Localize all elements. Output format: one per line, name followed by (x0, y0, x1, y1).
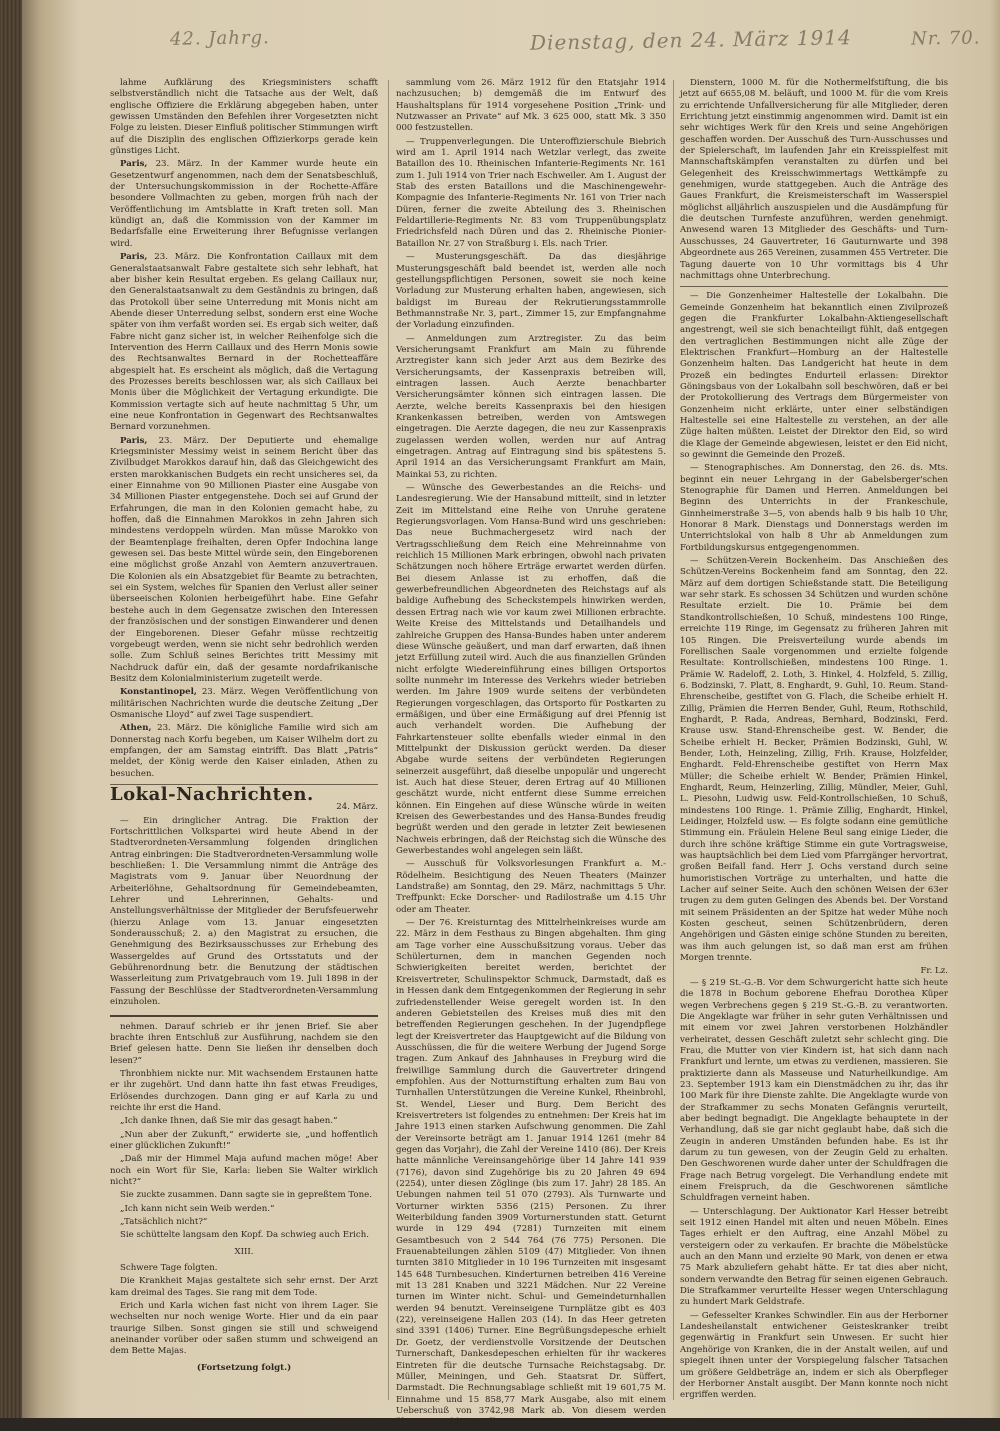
column-rule (673, 80, 674, 1400)
item-divider (680, 286, 948, 287)
local-news-item: — Ein dringlicher Antrag. Die Fraktion der Fortschrittlichen Volkspartei wird heute Abend in der Stadtverordneten-Versammlung folgenden dringlichen Antrag einbringen: Die Stadtverordneten-Versammlung wolle beschließen: 1. Die Versammlung nimmt die Anträge des Magistrats vom 9. Januar über Neuordnung der Arbeiterlöhne, Gehaltsordnung für Gemeindebeamten, Lehrer und Lehrerinnen, Gehalts- und Anstellungsverhältnisse der Mitglieder der Berufsfeuerwehr (hierzu Anlage vom 13. Januar eingesetzten Sonderausschuß; 2. a) den Magistrat zu ersuchen, die Genehmigung des Bezirksausschusses zur Erhebung des Wassergeldes auf Grund des Ortsstatuts und der Gebührenordnung betr. die Benutzung der städtischen Wasserleitung zum Privatgebrauch vom 19. Juli 1898 in der Fassung der Beschlüsse der Stadtverordneten-Versammlung einzuholen. (110, 815, 378, 1008)
serial-paragraph: Schwere Tage folgten. (120, 1263, 218, 1274)
local-news-item: — Schützen-Verein Bockenheim. Das Anschießen des Schützen-Vereins Bockenheim fand am Sonntag, den 22. März auf dem dortigen Schießstande statt. Die Beteiligung war sehr stark. Es schossen 34 Schützen und wurden schöne Resultate erzielt. Die 10. Prämie bei dem Standkontrollschießen, 10 Schuß, mindestens 100 Ringe, erreichte 119 Ringe, im Gegensatz zu früheren Jahren mit 105 Ringen. Die Preisverteilung wurde abends im Forellischen Saale vorgenommen und erzielte folgende Resultate: Kontrollschießen, mindestens 100 Ringe. 1. Prämie W. Radeloff, 2. Loth, 3. Hinkel, 4. Holzfeld, 5. Zillig, 6. Bodzinski, 7. Platt, 8. Enghardt, 9. Guhl, 10. Reum. Stand-Ehrenscheibe, gestiftet von G. Flach, die Scheibe erhielt H. Zillig, Prämien die Herren Bender, Guhl, Reum, Rothschild, Enghardt, P. Rada, Andreas, Bernhard, Bodzinski, Ferd. Krause usw. Stand-Ehrenscheibe gest. W. Bender, die Scheibe erhielt H. Becker, Prämien Bodzinski, Guhl, W. Bender, Loth, Heinzeling, Zillig, Frih. Krause, Holzfelder, Enghardt. Feld-Ehrenscheibe gestiftet von Herrn Max Müller; die Scheibe erhielt W. Bender, Prämien Hinkel, Enghardt, Reum, Heinzerling, Zillig, Mündler, Meier, Guhl, L. Piesohn, Ludwig usw. Feld-Kontrollschießen, 10 Schuß, mindestens 100 Ringe. 1. Prämie Zillig, Enghardt, Hinkel, Leidinger, Holzfeld usw. — Es folgte sodann eine gemütliche Stimmung ein. Fräulein Helene Beul sang einige Lieder, die durch ihre schöne kräftige Stimme ein gute Vortragsweise, was hauptsächlich bei dem Lied vom Pfarrgänger hervortrat, großen Beifall fand. Herr J. Ochs verstand durch seine humoristischen Vorträge zu unterhalten, und hatte die Lacher auf seiner Seite. Auch den schönen Weisen der 63er trugen zu dem guten Gelingen des Abends bei. Der Vorstand mit seinem Präsidenten an der Spitze hat weder Mühe noch Kosten gescheut, seinen Schützenbrüdern, deren Angehörigen und Gästen einige schöne Stunden zu bereiten, was ihm auch gelungen ist, so daß man erst am frühen Morgen trennte. (680, 556, 948, 964)
serial-paragraph: „Ich kann nicht sein Weib werden.“ (120, 1203, 275, 1214)
local-news-item: — Stenographisches. Am Donnerstag, den 26. ds. Mts. beginnt ein neuer Lehrgang in der Gabelsberger'schen Stenographie für Damen und Herren. Anmeldungen bei Beginn des Unterrichts in der Frankeschule, Ginnheimerstraße 3—5, von abends halb 9 bis halb 10 Uhr, Honorar 8 Mark. Dienstags und Donnerstags werden im Unterrichtslokal von halb 8 Uhr ab Anmeldungen zum Fortbildungskursus entgegengenommen. (680, 463, 948, 553)
author-signature: Fr. Lz. (920, 966, 948, 977)
local-news-item: — Musterungsgeschäft. Da das diesjährige Musterungsgeschäft bald beendet ist, werden alle noch gestellungspflichtigen Personen, soweit sie noch keine Vorladung zur Musterung erhalten haben, angewiesen, sich baldigst im Bureau der Rekrutierungsstammrolle Bethmannstraße Nr. 3, part., Zimmer 15, zur Empfangnahme der Vorladung einzufinden. (396, 252, 666, 331)
feuilleton-divider (110, 1015, 378, 1017)
local-news-item: Dienstern, 1000 M. für die Nothermelfstiftung, die bis jetzt auf 6655,08 M. beläuft, und 1000 M. für die vom Kreis zu errichtende Unfallversicherung für alle Mitglieder, deren Errichtung jetzt einstimmig angenommen wird. Damit ist ein sehr wichtiges Werk für den Kreis und seine Angehörigen geschaffen worden. Der Ausschuß des Turn-Ausschusses und der Spielerschaft, im laufenden Jahr ein Kreisspielfest mit Mannschaftskämpfen veranstalten zu dürfen und bei Gelegenheit des Kreisschwimmertags Wettkämpfe zu genehmigen, wurde stattgegeben. Auch die Anträge des Gaues Frankfurt, die Kreismeisterschaft im Wasserspiel möglichst alljährlich auszuspielen und die Ausdämpfung für die deutschen Turnfeste anzuführen, werden genehmigt. Anwesend waren 13 Mitglieder des Geschäfts- und Turn-Ausschusses, 24 Gauvertreter, 16 Gauturnwarte und 398 Abgeordnete aus 265 Vereinen, zusammen 455 Vertreter. Die Tagung dauerte von 10 Uhr vormittags bis 4 Uhr nachmittags ohne Unterbrechung. (680, 78, 948, 281)
local-news-item: sammlung vom 26. März 1912 für den Etatsjahr 1914 nachzusuchen; b) demgemäß die im Entwurf des Haushaltsplans für 1914 vorgesehene Position „Trink- und Nutzwasser an Private“ auf Mk. 3 625 000, statt Mk. 3 350 000 festzustellen. (396, 78, 666, 134)
column-2 (396, 78, 666, 1431)
news-item (110, 687, 378, 721)
serial-paragraph: Erich und Karla wichen fast nicht von ihrem Lager. Sie wechselten nur noch wenige Worte. Hier und da ein paar traurige Silben. Sonst gingen sie still und schweigend aneinander vorüber oder saßen stumm und schweigend an dem Bette Majas. (110, 1301, 378, 1357)
continued-note: (Fortsetzung folgt.) (196, 1362, 292, 1373)
news-item (110, 723, 378, 780)
news-item (110, 159, 378, 250)
column-1 (110, 78, 378, 1379)
serial-paragraph: Sie zuckte zusammen. Dann sagte sie in gepreßtem Tone. (120, 1190, 372, 1201)
local-news-item: — Ausschuß für Volksvorlesungen Frankfurt a. M.-Rödelheim. Besichtigung des Neuen Theaters (Mainzer Landstraße) am Sonntag, den 29. März, nachmittags 5 Uhr. Treffpunkt: Ecke Dorscher- und Radilostraße um 4.15 Uhr oder am Theater. (396, 859, 666, 915)
header-volume: 42. Jahrg. (169, 27, 270, 50)
column-rule (388, 80, 389, 1400)
book-binding (0, 0, 22, 1418)
local-news-item: — § 219 St.-G.-B. Vor dem Schwurgericht hatte sich heute die 1878 in Bochum geborene Ehefrau Dorothea Küper wegen Verbrechens gegen § 219 St.-G.-B. zu verantworten. Die Angeklagte war früher in sehr guten Verhältnissen und mit einem vor zwei Jahren verstorbenen Holzhändler verheiratet, dessen Geschäft zuletzt sehr schlecht ging. Die Frau, die Mutter von vier Kindern ist, hat sich dann nach Frankfurt und lernte, um etwas zu verdienen, massieren. Sie praktizierte dann als Masseuse und Naturheilkundige. Am 23. September 1913 kam ein Dienstmädchen zu ihr, das ihr 100 Mark für ihre Dienste zahlte. Die Angeklagte wurde von der Strafkammer zu sechs Monaten Gefängnis verurteilt, aber bedingt begnadigt. Die Angeklagte behauptete in der Verhandlung, daß sie gar nicht geglaubt habe, daß sich die Zeugin in anderen Umständen befunden habe. Es ist ihr darum zu tun gewesen, von der Zeugin Geld zu erhalten. Den Geschworenen wurde daher unter der Schuldfragen die Frage nach Betrug vorgelegt. Die Verhandlung endete mit einem Freispruch, da die Geschworenen sämtliche Schuldfragen verneint haben. (680, 977, 948, 1204)
serial-paragraph: Thronbhiem nickte nur. Mit wachsendem Erstaunen hatte er ihr zugehört. Und dann hatte ihn fast etwas Freudiges, Erlösendes durchzogen. Dann ging er auf Karla zu und reichte ihr erst die Hand. (110, 1068, 378, 1113)
news-text: 23. März. Die königliche Familie wird sich am Donnerstag nach Korfu begeben, um Kaiser Wilhelm dort zu empfangen, der am Samstag eintrifft. Das Blatt „Patris“ meldet, der König werde den Kaiser einladen, Athen zu besuchen. (110, 723, 379, 779)
header-number: Nr. 70. (910, 27, 981, 50)
serial-paragraph: Sie schüttelte langsam den Kopf. Da schwieg auch Erich. (120, 1230, 370, 1241)
serial-paragraph: nehmen. Darauf schrieb er ihr jenen Brief. Sie aber brachte ihren Entschluß zur Ausführung, nachdem sie den Brief gelesen hatte. Denn Sie ließen ihr denselben doch lesen?“ (110, 1021, 378, 1066)
chapter-number: XIII. (234, 1246, 254, 1257)
dateline-place: Paris, (120, 435, 148, 446)
news-text: 23. März. In der Kammer wurde heute ein Gesetzentwurf angenommen, nach dem der Senatsbeschluß, der Untersuchungskommission in der Rochette-Affäre besondere Vollmachten zu geben, morgen früh nach der Veröffentlichung im Amtsblatte in Kraft treten soll. Man kündigt an, daß die Kommission von der Kammer im Bedarfsfalle eine Erweiterung ihrer Befugnisse verlangen wird. (110, 159, 379, 249)
local-news-item: — Unterschlagung. Der Auktionator Karl Hesser betreibt seit 1912 einen Handel mit alten und neuen Möbeln. Eines Tages erhielt er den Auftrag, eine Anzahl Möbel zu versteigern oder zu verkaufen. Er brachte die Möbelstücke auch an den Mann und erzielte 90 Mark, von denen er etwa 75 Mark abzuliefern gehabt hätte. Er tat dies aber nicht, sondern verwandte den Betrag für seinen eigenen Gebrauch. Die Strafkammer verurteilte Hesser wegen Unterschlagung zu hundert Mark Geldstrafe. (680, 1206, 948, 1308)
local-news-item: — Gefesselter Krankes Schwindler. Ein aus der Herborner Landesheilanstalt entwichener Geisteskranker treibt gegenwärtig in Frankfurt sein Unwesen. Er sucht hier Angehörige von Kranken, die in der Anstalt weilen, auf und spiegelt ihnen unter der Vorspiegelung falscher Tatsachen um größere Geldbeträge an, indem er sich als Oberpfleger der Herborner Anstalt ausgibt. Der Mann konnte noch nicht ergriffen werden. (680, 1310, 948, 1401)
serial-paragraph: „Nun aber der Zukunft,“ erwiderte sie, „und hoffentlich einer glücklichen Zukunft!“ (110, 1129, 378, 1151)
news-item (110, 436, 378, 686)
header-date: Dienstag, den 24. März 1914 (529, 25, 852, 55)
section-heading: Lokal-Nachrichten. (110, 783, 314, 805)
serial-paragraph: „Tatsächlich nicht?“ (120, 1217, 208, 1227)
local-news-item: — Anmeldungen zum Arztregister. Zu das beim Versicherungsamt Frankfurt am Main zu führende Arztregister kann sich jeder Arzt aus dem Bezirke des Versicherungsamts, der Kassenpraxis betreiben will, eintragen lassen. Auch Aerzte benachbarter Versicherungsämter können sich eintragen lassen. Die Aerzte, welche bereits Kassenpraxis bei den hiesigen Krankenkassen betreiben, werden von Amtswegen eingetragen. Die Aerzte dagegen, die neu zur Kassenpraxis zugelassen werden wollen, werden nur auf Antrag eingetragen. Antrag auf Eintragung sind bis spätestens 5. April 1914 an das Versicherungsamt Frankfurt am Main, Mainkai 53, zu richten. (396, 333, 666, 480)
local-news-item: — Truppenverlegungen. Die Unteroffizierschule Biebrich wird am 1. April 1914 nach Wetzlar verlegt, das zweite Bataillon des 10. Rheinischen Infanterie-Regiments Nr. 161 zum 1. Juli 1914 von Trier nach Eschweiler. Am 1. August der Stab des ersten Bataillons und die Maschinengewehr-Kompagnie des Infanterie-Regiments Nr. 161 von Trier nach Düren, ferner die zweite Abteilung des 3. Rheinischen Feldartillerie-Regiments Nr. 83 vom Truppenübungsplatz Friedrichsfeld nach Düren und das 2. Rheinische Pionier-Bataillon Nr. 27 von Straßburg i. Els. nach Trier. (396, 136, 666, 249)
serial-paragraph: Die Krankheit Majas gestaltete sich sehr ernst. Der Arzt kam dreimal des Tages. Sie rang mit dem Tode. (110, 1276, 378, 1298)
local-news-item: — Die Gonzenheimer Haltestelle der Lokalbahn. Die Gemeinde Gonzenheim hat bekanntlich einen Zivilprozeß gegen die Frankfurter Lokalbahn-Aktiengesellschaft angestrengt, weil sie sich benachteiligt fühlt, daß entgegen den vertraglichen Bestimmungen nicht alle Züge der Elektrischen Frankfurt—Homburg an der Haltestelle Gonzenheim halten. Das Landgericht hat heute in dem Prozeß ein bedingtes Endurteil erlassen: Direktor Göningsbaus von der Lokalbahn soll beschwören, daß er bei der Protokollierung des Vertrags dem Bürgermeister von Gonzenheim nicht erklärte, unter einer selbständigen Haltestelle sei eine Haltestelle zu verstehen, an der alle Züge halten müßten. Leistet der Direktor den Eid, so wird die Klage der Gemeinde abgewiesen, leistet er den Eid nicht, so gewinnt die Gemeinde den Prozeß. (680, 291, 948, 460)
news-text: 23. März. Der Deputierte und ehemalige Kriegsminister Messimy weist in seinem Bericht über das Zivilbudget Marokkos darauf hin, daß das Gleichgewicht des ersten marokkanischen Budgets ein recht unsicheres sei, da einer Einnahme von 90 Millionen Piaster eine Ausgabe von 34 Millionen Piaster entgegenstehe. Doch sei auf Grund der Erfahrungen, die man in den Kolonien gemacht habe, zu hoffen, daß die Einnahmen Marokkos in zehn Jahren sich mindestens verdoppeln würden. Man müsse Marokko von der Beamtenplage freihalten, deren Opfer Indochina lange gewesen sei. Das beste Mittel würde sein, den Eingeborenen eine möglichst große Anzahl von Aemtern anzuvertrauen. Die Kolonien als ein Absatzgebiet für Beamte zu betrachten, sei ein System, welches für Spanien den Verlust aller seiner überseeischen Kolonien herbeigeführt habe. Eine Gefahr bestehe auch in dem Gegensatze zwischen den Interessen der französischen und der sonstigen Einwanderer und denen der Eingeborenen. Dieser Gefahr müsse rechtzeitig vorgebeugt werden, wenn sie nicht sehr bedrohlich werden solle. Zum Schluß seines Berichtes tritt Messimy mit Nachdruck dafür ein, daß der gesamte nordafrikanische Besitz dem Kolonialministerium zugeteilt werde. (110, 435, 379, 684)
dateline-place: Konstantinopel, (120, 687, 197, 698)
serial-paragraph: „Ich danke Ihnen, daß Sie mir das gesagt haben.“ (120, 1116, 338, 1127)
page-header (90, 25, 990, 78)
dateline-place: Paris, (120, 159, 148, 170)
column-3 (680, 78, 948, 1404)
news-text: 23. März. Die Konfrontation Caillaux mit dem Generalstaatsanwalt Fabre gestaltete sich sehr lebhaft, hat aber bisher kein Resultat ergeben. Es gelang Caillaux nur, den Generalstaatsanwalt zu dem Geständnis zu bringen, daß das Protokoll über seine Unterredung mit Monis nicht am Abende dieser Unterredung selbst, sondern erst eine Woche später von ihm verfaßt worden sei. Es ergab sich weiter, daß Fabre nicht ganz sicher ist, in welcher Reihenfolge sich die Intervention des Herrn Caillaux und des Herrn Monis sowie des Rechtsanwaltes Bernard in der Rochetteaffäre abgespielt hat. Es erscheint als möglich, daß die Vertagung des Prozesses bereits beschlossen war, als sich Caillaux bei Monis über die Möglichkeit der Vertagung erkundigte. Die Kommission vertagte sich auf heute nachmittag 5 Uhr, um eine neue Konfrontation in Gegenwart des Rechtsanwaltes Bernard vorzunehmen. (110, 252, 378, 433)
local-news-item: — Wünsche des Gewerbestandes an die Reichs- und Landesregierung. Wie der Hansabund mitteilt, sind in letzter Zeit im Mittelstand eine Reihe von Unruhe geratene Regierungsvorlagen. Vom Hansa-Bund wird uns geschrieben: Das neue Buchmachergesetz wird nach der Vertragsschließung dem Reich eine Mehreinnahme von reichlich 15 Millionen Mark erbringen, obwohl nach privaten Schätzungen noch höhere Erträge erwartet werden dürfen. Bei diesem Anlasse ist zu erhoffen, daß die gewerbefreundlichen Abgeordneten des Reichstags auf als baldige Aufhebung des Scheckstempels hinwirken werden, dessen Ertrag nach wie vor kaum zwei Millionen erbrachte. Weite Kreise des Mittelstands und Detailhandels und zahlreiche Gruppen des Hansa-Bundes haben unter anderem diese Wünsche geäußert, und man darf erwarten, daß ihnen jetzt Erfüllung zuteil wird. Auch die aus finanziellen Gründen nicht erfolgte Wiedereinführung eines billigen Ortsportos sollte nunmehr im Interesse des Verkehrs wieder betrieben werden. Im Jahre 1909 wurde seitens der verbündeten Regierungen vorgeschlagen, das Ortsporto für Postkarten zu ermäßigen, und über eine Ermäßigung auf drei Pfennig ist auch verhandelt worden. Die Aufhebung der Fahrkartensteuer sollte ebenfalls wieder einmal in den Mittelpunkt der Diskussion gerückt werden. Da dieser Abgabe wurde seitens der verbündeten Regierungen seinerzeit ausgeführt, daß dieselbe unpopulär und ungerecht ist. Auch hat diese Steuer, deren Ertrag auf 40 Millionen geschätzt wurde, nicht entfernt diese Summe erreichen können. Ein Eingehen auf diese Wünsche würde in weiten Kreisen des Gewerbestandes und des Hansa-Bundes freudig begrüßt werden und den gerade in letzter Zeit bewiesenen Nachweis erbringen, daß der Reichstag sich die Wünsche des Gewerbestandes wohl angelegen sein läßt. (396, 483, 666, 857)
news-item (110, 252, 378, 434)
dateline-place: Athen, (120, 723, 152, 734)
serial-paragraph: „Daß mir der Himmel Maja aufund machen möge! Aber noch ein Wort für Sie, Karla: lieben Sie Walter wirklich nicht?“ (110, 1154, 378, 1187)
section-date: 24. März. (336, 802, 378, 813)
article-paragraph: lahme Aufklärung des Kriegsministers schafft selbstverständlich nicht die Tatsache aus der Welt, daß englische Offiziere die Erklärung abgegeben haben, unter gewissen Umständen den Befehlen ihrer Vorgesetzten nicht Folge zu leisten. Dieser Einfluß politischer Stimmungen wirft auf die Disziplin des englischen Offizierkorps gerade kein günstiges Licht. (110, 78, 378, 157)
local-news-item: — Der 76. Kreisturntag des Mittelrheinkreises wurde am 22. März in dem Festhaus zu Bingen abgehalten. Ihm ging am Tage vorher eine Ausschußsitzung voraus. Ueber das Schülerturnen, dem in manchen Gegenden noch Schwierigkeiten bereitet werden, berichtet der Kreisvertreter, Schulinspektor Schmuck, Darmstadt, daß es in Hessen dank dem Entgegenkommen der Regierung in sehr zufriedenstellender Weise geregelt worden ist. In den anderen Gebietsteilen des Kreises muß dies mit den betreffenden Regierungen geschehen. In der Jugendpflege legt der Kreisvertreter das Hauptgewicht auf die Bildung von Ausschüssen, die für die weitere Werbung der Jugend Sorge tragen. Zum Ankauf des Jahnhauses in Freyburg wird die freiwillige Sammlung durch die Gauvertreter dringend empfohlen. Aus der Notturnstiftung erhalten zum Bau von Turnhallen Unterstützungen die Vereine Kunkel, Rheinbrohl, St. Wendel, Lieser und Burg. Dem Bericht des Kreisvertreters ist folgendes zu entnehmen: Der Kreis hat im Jahre 1913 einen starken Aufschwung genommen. Die Zahl der Vereinsorte beträgt am 1. Januar 1914 1261 (mehr 84 gegen das Vorjahr), die Zahl der Vereine 1410 (86). Der Kreis hatte männliche Vereinsangehörige über 14 Jahre 141 939 (7176), davon sind Zugehörige bis zu 20 Jahren 49 694 (2254), unter diesen Zöglinge (bis zum 17. Jahr) 28 185. An Uebungen nahmen teil 51 070 (2793). Als Turnwarte und Vorturner wirkten 5356 (215) Personen. Zu ihrer Weiterbildung fanden 3909 Vorturnerstunden statt. Geturnt wurde in 129 494 (7281) Turnzeiten mit einem Gesamtbesuch von 2 544 764 (76 775) Personen. Die Frauenabteilungen zählen 5109 (47) Mitglieder. Von ihnen turnten 3810 Mitglieder in 10 196 Turnzeiten mit insgesamt 145 648 Turnbesuchen. Kinderturnen betreiben 416 Vereine mit 13 281 Knaben und 3221 Mädchen. Nur 22 Vereine turnen im Winter nicht. Schul- und Gemeindeturnhallen werden 94 benutzt. Vereinseigene Turnplätze gibt es 403 (22), vereinseigene Hallen 203 (14). In das Heer getreten sind 3391 (1406) Turner. Eine Begrüßungsdepesche erhielt Dr. Goetz, der verdienstvolle Vorsitzende der Deutschen Turnerschaft, Dankesdepeschen erhielten für ihr wackeres Eintreten für die deutsche Turnsache Reichstagsabg. Dr. Müller, Meiningen, und Geh. Staatsrat Dr. Süffert, Darmstadt. Die Rechnungsablage schließt mit 19 601,75 M. Einnahme und 15 858,77 Mark Ausgabe, also mit einem Ueberschuß von 3742,98 Mark ab. Von diesem werden überwiesen 1150 M. für (396, 918, 666, 1428)
dateline-place: Paris, (120, 252, 148, 263)
news-text: 23. März. Wegen Veröffentlichung von militärischen Nachrichten wurde die deutsche Zeitung „Der Osmanische Lloyd“ auf zwei Tage suspendiert. (110, 687, 378, 720)
